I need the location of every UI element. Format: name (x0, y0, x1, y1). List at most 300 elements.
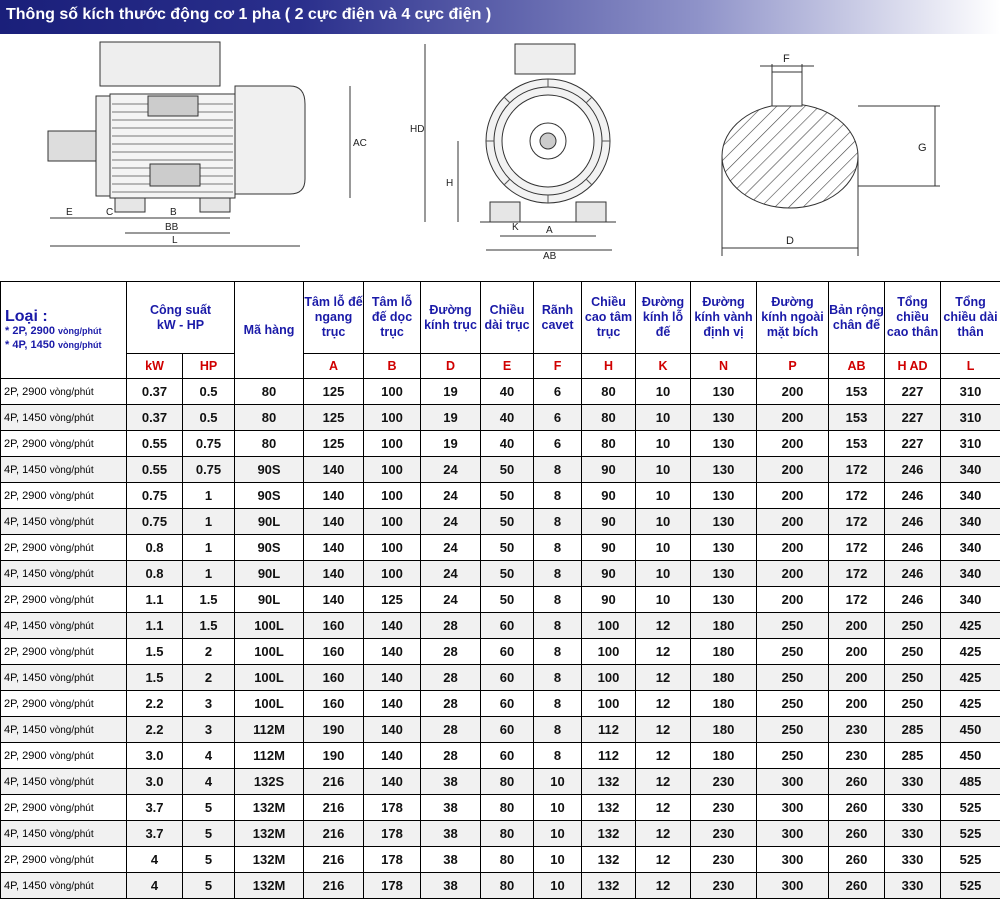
cell-loai: 4P, 1450 vòng/phút (1, 509, 127, 535)
cell-p: 200 (757, 483, 829, 509)
cell-had: 246 (885, 483, 941, 509)
cell-hp: 5 (183, 873, 235, 899)
table-row (1, 535, 1000, 561)
dim-label-k: K (512, 222, 519, 233)
cell-e: 80 (481, 769, 534, 795)
cell-e: 60 (481, 691, 534, 717)
cell-kw: 1.1 (127, 587, 183, 613)
cell-kw: 0.8 (127, 535, 183, 561)
cell-ma-hang: 132M (235, 873, 304, 899)
cell-ma-hang: 90L (235, 509, 304, 535)
cell-f: 8 (534, 717, 582, 743)
cell-b: 100 (364, 561, 421, 587)
cell-had: 227 (885, 431, 941, 457)
cell-p: 250 (757, 691, 829, 717)
cell-b: 140 (364, 691, 421, 717)
cell-a: 216 (304, 873, 364, 899)
cell-n: 180 (691, 691, 757, 717)
cell-hp: 1 (183, 483, 235, 509)
cell-a: 160 (304, 639, 364, 665)
cell-a: 140 (304, 561, 364, 587)
cell-loai: 4P, 1450 vòng/phút (1, 665, 127, 691)
cell-n: 230 (691, 821, 757, 847)
code-h: H (582, 354, 636, 379)
cell-p: 200 (757, 587, 829, 613)
cell-hp: 4 (183, 743, 235, 769)
dim-label-e: E (66, 207, 73, 218)
cell-hp: 0.5 (183, 405, 235, 431)
cell-a: 125 (304, 431, 364, 457)
table-row (1, 483, 1000, 509)
cell-d: 38 (421, 821, 481, 847)
cell-ab: 172 (829, 509, 885, 535)
cell-k: 12 (636, 743, 691, 769)
dim-label-f: F (783, 53, 790, 65)
dim-label-bb: BB (165, 222, 179, 233)
header-ab: Bản rộng chân đế (829, 282, 885, 354)
cell-d: 38 (421, 769, 481, 795)
cell-had: 227 (885, 379, 941, 405)
cell-kw: 2.2 (127, 717, 183, 743)
table-row (1, 873, 1000, 899)
cell-b: 140 (364, 717, 421, 743)
cell-a: 216 (304, 795, 364, 821)
cell-b: 178 (364, 873, 421, 899)
header-l: Tổng chiều dài thân (941, 282, 1000, 354)
cell-kw: 1.1 (127, 613, 183, 639)
cell-l: 525 (941, 873, 1000, 899)
cell-kw: 0.55 (127, 457, 183, 483)
cell-l: 450 (941, 743, 1000, 769)
cell-e: 80 (481, 821, 534, 847)
cell-had: 250 (885, 691, 941, 717)
cell-e: 80 (481, 795, 534, 821)
cell-h: 100 (582, 691, 636, 717)
cell-b: 100 (364, 535, 421, 561)
cell-hp: 0.75 (183, 431, 235, 457)
cell-l: 425 (941, 691, 1000, 717)
cell-k: 10 (636, 483, 691, 509)
cell-kw: 1.5 (127, 639, 183, 665)
cell-l: 340 (941, 457, 1000, 483)
cell-a: 160 (304, 691, 364, 717)
cell-n: 130 (691, 587, 757, 613)
cell-l: 525 (941, 847, 1000, 873)
cell-ma-hang: 90S (235, 483, 304, 509)
header-ma-hang: Mã hàng (235, 282, 304, 379)
cell-ma-hang: 132M (235, 821, 304, 847)
cell-loai: 2P, 2900 vòng/phút (1, 795, 127, 821)
cell-ab: 200 (829, 613, 885, 639)
cell-a: 140 (304, 587, 364, 613)
cell-h: 80 (582, 379, 636, 405)
cell-hp: 0.75 (183, 457, 235, 483)
cell-f: 8 (534, 691, 582, 717)
cell-k: 12 (636, 795, 691, 821)
cell-n: 130 (691, 535, 757, 561)
cell-b: 178 (364, 847, 421, 873)
cell-n: 180 (691, 717, 757, 743)
cell-a: 216 (304, 769, 364, 795)
code-f: F (534, 354, 582, 379)
cell-e: 50 (481, 457, 534, 483)
cell-ma-hang: 90L (235, 561, 304, 587)
header-a: Tâm lỗ đế ngang trục (304, 282, 364, 354)
cell-n: 130 (691, 561, 757, 587)
dim-label-b: B (170, 207, 177, 218)
cell-kw: 0.75 (127, 483, 183, 509)
cell-l: 310 (941, 431, 1000, 457)
cell-n: 230 (691, 847, 757, 873)
cell-d: 28 (421, 743, 481, 769)
cell-h: 100 (582, 665, 636, 691)
cell-b: 140 (364, 613, 421, 639)
cell-b: 140 (364, 769, 421, 795)
table-row (1, 561, 1000, 587)
cell-loai: 4P, 1450 vòng/phút (1, 405, 127, 431)
cell-n: 130 (691, 457, 757, 483)
header-k: Đường kính lỗ đế (636, 282, 691, 354)
cell-e: 50 (481, 587, 534, 613)
table-row (1, 639, 1000, 665)
header-cong-suat: Công suất kW - HP (127, 282, 235, 354)
code-k: K (636, 354, 691, 379)
cell-ma-hang: 80 (235, 379, 304, 405)
cell-b: 178 (364, 795, 421, 821)
dim-label-g: G (918, 142, 927, 154)
cell-a: 216 (304, 847, 364, 873)
cell-a: 125 (304, 405, 364, 431)
cell-loai: 2P, 2900 vòng/phút (1, 483, 127, 509)
cell-ab: 172 (829, 535, 885, 561)
cell-loai: 4P, 1450 vòng/phút (1, 457, 127, 483)
cell-ab: 153 (829, 405, 885, 431)
cell-p: 250 (757, 743, 829, 769)
cell-a: 216 (304, 821, 364, 847)
cell-d: 24 (421, 483, 481, 509)
cell-f: 10 (534, 873, 582, 899)
cell-k: 10 (636, 587, 691, 613)
cell-e: 50 (481, 561, 534, 587)
cell-k: 12 (636, 665, 691, 691)
cell-n: 130 (691, 483, 757, 509)
cell-n: 180 (691, 743, 757, 769)
cell-k: 10 (636, 379, 691, 405)
cell-ab: 200 (829, 665, 885, 691)
cell-h: 90 (582, 483, 636, 509)
cell-f: 10 (534, 821, 582, 847)
header-b: Tâm lỗ đế dọc trục (364, 282, 421, 354)
cell-n: 180 (691, 665, 757, 691)
cell-ma-hang: 112M (235, 743, 304, 769)
cell-loai: 2P, 2900 vòng/phút (1, 535, 127, 561)
cell-l: 425 (941, 665, 1000, 691)
code-e: E (481, 354, 534, 379)
cell-a: 140 (304, 535, 364, 561)
cell-e: 80 (481, 847, 534, 873)
page-title: Thông số kích thước động cơ 1 pha ( 2 cực điện và 4 cực điện ) (6, 6, 492, 23)
cell-p: 200 (757, 405, 829, 431)
code-had: H AD (885, 354, 941, 379)
cell-e: 40 (481, 431, 534, 457)
dim-label-d: D (786, 235, 794, 247)
cell-h: 80 (582, 431, 636, 457)
cell-k: 12 (636, 769, 691, 795)
cell-a: 140 (304, 483, 364, 509)
cell-hp: 1 (183, 535, 235, 561)
cell-l: 425 (941, 613, 1000, 639)
cell-ab: 230 (829, 743, 885, 769)
spec-table (0, 281, 1000, 899)
cell-f: 10 (534, 769, 582, 795)
cell-h: 100 (582, 613, 636, 639)
cell-n: 130 (691, 431, 757, 457)
cell-loai: 4P, 1450 vòng/phút (1, 769, 127, 795)
cell-kw: 3.7 (127, 821, 183, 847)
cell-had: 250 (885, 613, 941, 639)
cell-p: 300 (757, 769, 829, 795)
cell-had: 330 (885, 873, 941, 899)
cell-kw: 3.0 (127, 743, 183, 769)
cell-ma-hang: 80 (235, 431, 304, 457)
cell-b: 140 (364, 639, 421, 665)
cell-k: 12 (636, 613, 691, 639)
cell-a: 140 (304, 457, 364, 483)
cell-l: 340 (941, 587, 1000, 613)
cell-loai: 4P, 1450 vòng/phút (1, 613, 127, 639)
dim-label-hd: HD (410, 124, 425, 135)
cell-hp: 2 (183, 639, 235, 665)
cell-a: 160 (304, 613, 364, 639)
title-bar (0, 0, 1000, 34)
cell-k: 10 (636, 457, 691, 483)
table-row (1, 379, 1000, 405)
cell-k: 10 (636, 561, 691, 587)
cell-ma-hang: 112M (235, 717, 304, 743)
cell-p: 250 (757, 717, 829, 743)
cell-kw: 0.55 (127, 431, 183, 457)
cell-f: 6 (534, 379, 582, 405)
cell-had: 285 (885, 717, 941, 743)
cell-l: 525 (941, 795, 1000, 821)
cell-kw: 0.37 (127, 379, 183, 405)
cell-had: 246 (885, 509, 941, 535)
cell-n: 230 (691, 873, 757, 899)
cell-d: 24 (421, 457, 481, 483)
cell-f: 8 (534, 743, 582, 769)
cell-h: 112 (582, 717, 636, 743)
cell-h: 100 (582, 639, 636, 665)
cell-b: 100 (364, 405, 421, 431)
cell-k: 10 (636, 509, 691, 535)
cell-k: 12 (636, 717, 691, 743)
header-e: Chiều dài trục (481, 282, 534, 354)
cell-f: 10 (534, 847, 582, 873)
motor-drawings (0, 34, 1000, 280)
cell-h: 132 (582, 847, 636, 873)
cell-a: 190 (304, 717, 364, 743)
cell-kw: 4 (127, 873, 183, 899)
cell-l: 485 (941, 769, 1000, 795)
cell-had: 246 (885, 561, 941, 587)
cell-p: 200 (757, 509, 829, 535)
cell-l: 340 (941, 483, 1000, 509)
cell-hp: 3 (183, 691, 235, 717)
dim-label-ac: AC (353, 138, 367, 149)
cell-kw: 2.2 (127, 691, 183, 717)
cell-k: 10 (636, 431, 691, 457)
cell-kw: 0.75 (127, 509, 183, 535)
cell-ab: 260 (829, 847, 885, 873)
cell-f: 10 (534, 795, 582, 821)
cell-ma-hang: 132M (235, 847, 304, 873)
cell-b: 125 (364, 587, 421, 613)
code-d: D (421, 354, 481, 379)
cell-n: 180 (691, 613, 757, 639)
cell-had: 330 (885, 795, 941, 821)
cell-d: 24 (421, 509, 481, 535)
header-n: Đường kính vành định vị (691, 282, 757, 354)
table-row (1, 431, 1000, 457)
cell-p: 200 (757, 379, 829, 405)
cell-d: 19 (421, 405, 481, 431)
cell-e: 50 (481, 535, 534, 561)
table-row (1, 691, 1000, 717)
cell-ma-hang: 100L (235, 665, 304, 691)
header-h: Chiều cao tâm trục (582, 282, 636, 354)
cell-d: 24 (421, 587, 481, 613)
cell-e: 50 (481, 483, 534, 509)
cell-p: 250 (757, 665, 829, 691)
cell-loai: 2P, 2900 vòng/phút (1, 431, 127, 457)
code-p: P (757, 354, 829, 379)
cell-l: 340 (941, 561, 1000, 587)
cell-ma-hang: 100L (235, 691, 304, 717)
header-f: Rãnh cavet (534, 282, 582, 354)
cell-p: 250 (757, 613, 829, 639)
table-row (1, 743, 1000, 769)
table-row (1, 847, 1000, 873)
cell-n: 230 (691, 795, 757, 821)
cell-had: 330 (885, 769, 941, 795)
cell-p: 300 (757, 847, 829, 873)
cell-loai: 4P, 1450 vòng/phút (1, 561, 127, 587)
cell-ab: 230 (829, 717, 885, 743)
table-row (1, 509, 1000, 535)
cell-had: 330 (885, 821, 941, 847)
dim-label-ab: AB (543, 251, 557, 262)
cell-ma-hang: 100L (235, 613, 304, 639)
cell-had: 330 (885, 847, 941, 873)
code-kw: kW (127, 354, 183, 379)
cell-hp: 5 (183, 795, 235, 821)
dim-label-h: H (446, 178, 454, 189)
cell-ma-hang: 132M (235, 795, 304, 821)
cell-kw: 1.5 (127, 665, 183, 691)
cell-e: 60 (481, 613, 534, 639)
cell-ab: 172 (829, 587, 885, 613)
cell-hp: 1 (183, 561, 235, 587)
cell-hp: 1 (183, 509, 235, 535)
cell-a: 140 (304, 509, 364, 535)
cell-l: 340 (941, 535, 1000, 561)
cell-h: 112 (582, 743, 636, 769)
cell-loai: 4P, 1450 vòng/phút (1, 873, 127, 899)
cell-b: 100 (364, 379, 421, 405)
cell-p: 250 (757, 639, 829, 665)
cell-h: 132 (582, 795, 636, 821)
table-row (1, 821, 1000, 847)
cell-b: 100 (364, 431, 421, 457)
cell-kw: 4 (127, 847, 183, 873)
code-row (1, 354, 1000, 379)
cell-p: 300 (757, 873, 829, 899)
header-p: Đường kính ngoài mặt bích (757, 282, 829, 354)
cell-kw: 3.7 (127, 795, 183, 821)
code-n: N (691, 354, 757, 379)
cell-had: 246 (885, 535, 941, 561)
cell-ma-hang: 90S (235, 535, 304, 561)
cell-d: 24 (421, 561, 481, 587)
header-loai: Loại : * 2P, 2900 vòng/phút * 4P, 1450 vòng/phút (1, 282, 127, 379)
cell-loai: 2P, 2900 vòng/phút (1, 639, 127, 665)
cell-f: 8 (534, 587, 582, 613)
cell-e: 40 (481, 379, 534, 405)
cell-n: 180 (691, 639, 757, 665)
cell-hp: 4 (183, 769, 235, 795)
cell-l: 340 (941, 509, 1000, 535)
cell-ab: 260 (829, 873, 885, 899)
cell-e: 60 (481, 639, 534, 665)
cell-p: 200 (757, 535, 829, 561)
cell-l: 525 (941, 821, 1000, 847)
cell-ab: 153 (829, 431, 885, 457)
cell-p: 200 (757, 431, 829, 457)
cell-hp: 1.5 (183, 613, 235, 639)
cell-had: 246 (885, 587, 941, 613)
cell-k: 12 (636, 873, 691, 899)
cell-ma-hang: 132S (235, 769, 304, 795)
cell-k: 12 (636, 639, 691, 665)
cell-ma-hang: 90S (235, 457, 304, 483)
cell-d: 38 (421, 795, 481, 821)
cell-kw: 3.0 (127, 769, 183, 795)
table-row (1, 613, 1000, 639)
cell-k: 10 (636, 535, 691, 561)
cell-ab: 153 (829, 379, 885, 405)
table-row (1, 769, 1000, 795)
cell-b: 140 (364, 665, 421, 691)
cell-had: 227 (885, 405, 941, 431)
cell-f: 8 (534, 665, 582, 691)
cell-d: 28 (421, 717, 481, 743)
cell-f: 6 (534, 405, 582, 431)
cell-ma-hang: 100L (235, 639, 304, 665)
header-row (1, 282, 1000, 354)
dim-label-c: C (106, 207, 114, 218)
cell-f: 8 (534, 639, 582, 665)
cell-n: 130 (691, 509, 757, 535)
cell-e: 60 (481, 665, 534, 691)
cell-e: 50 (481, 509, 534, 535)
cell-f: 8 (534, 457, 582, 483)
code-l: L (941, 354, 1000, 379)
cell-hp: 5 (183, 847, 235, 873)
cell-d: 28 (421, 639, 481, 665)
cell-f: 8 (534, 483, 582, 509)
front-view-drawing (425, 44, 616, 250)
table-row (1, 795, 1000, 821)
